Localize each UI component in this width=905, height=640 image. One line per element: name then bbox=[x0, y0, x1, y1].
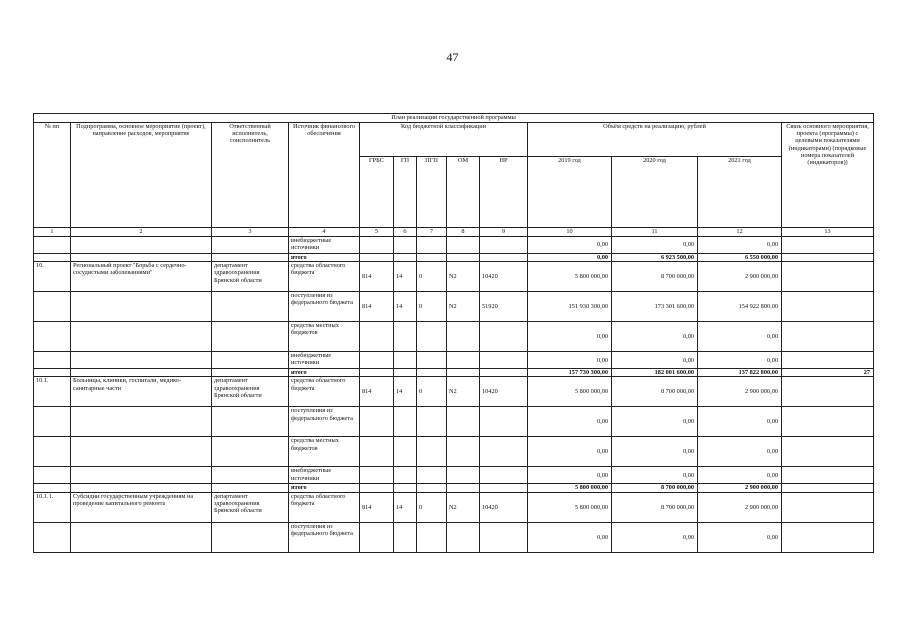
row-executor bbox=[212, 467, 289, 484]
row-np bbox=[480, 437, 528, 467]
row-executor bbox=[212, 352, 289, 369]
row-om bbox=[447, 467, 480, 484]
row-link bbox=[782, 492, 874, 522]
row-source: итого bbox=[289, 369, 360, 377]
row-np bbox=[480, 369, 528, 377]
row-grbs: 814 bbox=[360, 492, 394, 522]
row-source: поступления из федерального бюджета bbox=[289, 522, 360, 552]
row-gp: 14 bbox=[394, 262, 417, 292]
row-om bbox=[447, 522, 480, 552]
row-gp bbox=[394, 407, 417, 437]
row-value-2021: 137 822 800,00 bbox=[698, 369, 782, 377]
row-name bbox=[71, 484, 212, 492]
row-grbs bbox=[360, 369, 394, 377]
row-executor: департамент здравоохранения Брянской области bbox=[212, 262, 289, 292]
row-value-2020: 0,00 bbox=[612, 437, 698, 467]
row-link bbox=[782, 292, 874, 322]
row-gp bbox=[394, 522, 417, 552]
row-source: внебюджетные источники bbox=[289, 352, 360, 369]
row-executor bbox=[212, 322, 289, 352]
row-grbs: 814 bbox=[360, 292, 394, 322]
row-value-2021: 0,00 bbox=[698, 467, 782, 484]
row-value-2020: 0,00 bbox=[612, 467, 698, 484]
row-link bbox=[782, 352, 874, 369]
column-number: 10 bbox=[528, 228, 612, 237]
row-number bbox=[34, 467, 71, 484]
row-number bbox=[34, 292, 71, 322]
row-pgp bbox=[417, 369, 447, 377]
table-row bbox=[34, 292, 874, 322]
row-value-2021: 2 900 000,00 bbox=[698, 377, 782, 407]
row-gp: 14 bbox=[394, 292, 417, 322]
row-number bbox=[34, 237, 71, 254]
header-2019: 2019 год bbox=[528, 157, 612, 228]
row-value-2021: 0,00 bbox=[698, 522, 782, 552]
row-link bbox=[782, 437, 874, 467]
row-number bbox=[34, 322, 71, 352]
row-number bbox=[34, 437, 71, 467]
row-value-2020: 182 001 600,00 bbox=[612, 369, 698, 377]
table-row bbox=[34, 322, 874, 352]
page-number: 47 bbox=[446, 50, 459, 64]
row-om bbox=[447, 254, 480, 262]
row-pgp bbox=[417, 322, 447, 352]
row-np: 10420 bbox=[480, 492, 528, 522]
row-value-2021: 0,00 bbox=[698, 322, 782, 352]
column-number: 7 bbox=[417, 228, 447, 237]
row-om bbox=[447, 352, 480, 369]
row-source: средства областного бюджета bbox=[289, 262, 360, 292]
row-value-2019: 151 930 300,00 bbox=[528, 292, 612, 322]
row-np bbox=[480, 407, 528, 437]
row-gp: 14 bbox=[394, 492, 417, 522]
row-om: N2 bbox=[447, 262, 480, 292]
table-row bbox=[34, 262, 874, 292]
row-executor: департамент здравоохранения Брянской области bbox=[212, 492, 289, 522]
row-name: Больницы, клиники, госпитали, медико-санитарные части bbox=[71, 377, 212, 407]
row-gp bbox=[394, 237, 417, 254]
row-link bbox=[782, 522, 874, 552]
table-row bbox=[34, 492, 874, 522]
row-value-2021: 0,00 bbox=[698, 352, 782, 369]
column-number: 12 bbox=[698, 228, 782, 237]
row-value-2020: 0,00 bbox=[612, 352, 698, 369]
row-source: внебюджетные источники bbox=[289, 237, 360, 254]
table-title: План реализации государственной программы bbox=[34, 114, 874, 123]
row-pgp bbox=[417, 254, 447, 262]
row-value-2021: 2 900 000,00 bbox=[698, 262, 782, 292]
row-grbs bbox=[360, 437, 394, 467]
row-value-2019: 0,00 bbox=[528, 352, 612, 369]
row-pgp: 0 bbox=[417, 492, 447, 522]
table-row bbox=[34, 352, 874, 369]
program-plan-table bbox=[33, 113, 874, 553]
row-gp bbox=[394, 254, 417, 262]
table-row bbox=[34, 522, 874, 552]
row-name bbox=[71, 369, 212, 377]
row-name bbox=[71, 407, 212, 437]
row-link bbox=[782, 254, 874, 262]
row-grbs: 814 bbox=[360, 262, 394, 292]
table-row bbox=[34, 369, 874, 377]
row-np: 10420 bbox=[480, 377, 528, 407]
row-executor bbox=[212, 254, 289, 262]
row-name bbox=[71, 522, 212, 552]
row-value-2020: 0,00 bbox=[612, 407, 698, 437]
column-number: 3 bbox=[212, 228, 289, 237]
row-source: итого bbox=[289, 484, 360, 492]
row-link bbox=[782, 407, 874, 437]
row-grbs bbox=[360, 352, 394, 369]
column-number: 9 bbox=[480, 228, 528, 237]
column-number: 11 bbox=[612, 228, 698, 237]
row-link bbox=[782, 262, 874, 292]
row-source: средства местных бюджетов bbox=[289, 437, 360, 467]
row-value-2019: 5 800 000,00 bbox=[528, 484, 612, 492]
row-executor bbox=[212, 292, 289, 322]
row-link: 27 bbox=[782, 369, 874, 377]
row-value-2021: 2 900 000,00 bbox=[698, 492, 782, 522]
row-np bbox=[480, 484, 528, 492]
table-row bbox=[34, 237, 874, 254]
row-grbs bbox=[360, 484, 394, 492]
row-grbs bbox=[360, 407, 394, 437]
row-link bbox=[782, 484, 874, 492]
table-row bbox=[34, 437, 874, 467]
row-value-2020: 173 301 600,00 bbox=[612, 292, 698, 322]
row-number: 10.1.1. bbox=[34, 492, 71, 522]
row-value-2020: 0,00 bbox=[612, 322, 698, 352]
header-executor: Ответственный исполнитель, соисполнитель bbox=[212, 123, 289, 228]
row-grbs bbox=[360, 254, 394, 262]
row-source: внебюджетные источники bbox=[289, 467, 360, 484]
row-name bbox=[71, 322, 212, 352]
row-gp bbox=[394, 484, 417, 492]
row-value-2020: 8 700 000,00 bbox=[612, 262, 698, 292]
header-kbk: Код бюджетной классификации bbox=[360, 123, 528, 157]
row-value-2021: 2 900 000,00 bbox=[698, 484, 782, 492]
row-source: средства местных бюджетов bbox=[289, 322, 360, 352]
row-gp: 14 bbox=[394, 377, 417, 407]
row-np bbox=[480, 522, 528, 552]
row-om: N2 bbox=[447, 492, 480, 522]
row-name bbox=[71, 467, 212, 484]
row-executor bbox=[212, 522, 289, 552]
column-number: 13 bbox=[782, 228, 874, 237]
header-source: Источник финансового обеспечения bbox=[289, 123, 360, 228]
row-number bbox=[34, 484, 71, 492]
row-executor bbox=[212, 437, 289, 467]
row-value-2019: 0,00 bbox=[528, 437, 612, 467]
column-number: 2 bbox=[71, 228, 212, 237]
column-number: 6 bbox=[394, 228, 417, 237]
header-no: № пп bbox=[34, 123, 71, 228]
row-link bbox=[782, 322, 874, 352]
row-grbs bbox=[360, 467, 394, 484]
header-name: Подпрограмма, основное мероприятие (проект), направление расходов, мероприятие bbox=[71, 123, 212, 228]
row-pgp bbox=[417, 484, 447, 492]
row-om: N2 bbox=[447, 292, 480, 322]
row-pgp bbox=[417, 437, 447, 467]
row-source: средства областного бюджета bbox=[289, 492, 360, 522]
row-name: Региональный проект "Борьба с сердечно-сосудистыми заболеваниями" bbox=[71, 262, 212, 292]
row-source: средства областного бюджета bbox=[289, 377, 360, 407]
row-value-2019: 5 800 000,00 bbox=[528, 492, 612, 522]
row-np bbox=[480, 322, 528, 352]
header-np: НР bbox=[480, 157, 528, 228]
row-value-2020: 8 700 000,00 bbox=[612, 377, 698, 407]
row-gp bbox=[394, 369, 417, 377]
header-link: Связь основного мероприятия, проекта (программы) с целевыми показателями (индикаторами) (порядковые номера показателей (индикаторов)) bbox=[782, 123, 874, 228]
row-name bbox=[71, 292, 212, 322]
row-source: итого bbox=[289, 254, 360, 262]
row-value-2021: 154 922 800,00 bbox=[698, 292, 782, 322]
row-om bbox=[447, 237, 480, 254]
row-executor bbox=[212, 369, 289, 377]
header-gp: ГП bbox=[394, 157, 417, 228]
row-value-2019: 5 800 000,00 bbox=[528, 377, 612, 407]
row-pgp bbox=[417, 407, 447, 437]
row-executor bbox=[212, 484, 289, 492]
table-row bbox=[34, 484, 874, 492]
row-source: поступления из федерального бюджета bbox=[289, 292, 360, 322]
row-number: 10. bbox=[34, 262, 71, 292]
header-volume: Объём средств на реализацию, рублей bbox=[528, 123, 782, 157]
row-name: Субсидии государственным учреждениям на проведение капитального ремонта bbox=[71, 492, 212, 522]
row-om bbox=[447, 369, 480, 377]
row-grbs bbox=[360, 522, 394, 552]
row-executor bbox=[212, 407, 289, 437]
row-value-2021: 0,00 bbox=[698, 437, 782, 467]
row-link bbox=[782, 237, 874, 254]
row-value-2019: 5 800 000,00 bbox=[528, 262, 612, 292]
row-gp bbox=[394, 322, 417, 352]
header-pgp: ПГП bbox=[417, 157, 447, 228]
row-np bbox=[480, 352, 528, 369]
row-value-2020: 8 700 000,00 bbox=[612, 484, 698, 492]
row-pgp bbox=[417, 467, 447, 484]
row-gp bbox=[394, 352, 417, 369]
row-name bbox=[71, 237, 212, 254]
row-gp bbox=[394, 467, 417, 484]
row-executor bbox=[212, 237, 289, 254]
row-number bbox=[34, 407, 71, 437]
row-value-2019: 0,00 bbox=[528, 322, 612, 352]
row-executor: департамент здравоохранения Брянской области bbox=[212, 377, 289, 407]
row-pgp: 0 bbox=[417, 292, 447, 322]
row-value-2019: 0,00 bbox=[528, 407, 612, 437]
row-value-2019: 157 730 300,00 bbox=[528, 369, 612, 377]
row-link bbox=[782, 467, 874, 484]
row-value-2020: 8 700 000,00 bbox=[612, 492, 698, 522]
row-value-2020: 6 923 500,00 bbox=[612, 254, 698, 262]
row-om bbox=[447, 437, 480, 467]
row-om bbox=[447, 407, 480, 437]
column-number: 8 bbox=[447, 228, 480, 237]
row-gp bbox=[394, 437, 417, 467]
row-np bbox=[480, 467, 528, 484]
row-number bbox=[34, 369, 71, 377]
row-np: 51920 bbox=[480, 292, 528, 322]
row-number bbox=[34, 522, 71, 552]
row-pgp bbox=[417, 522, 447, 552]
row-pgp bbox=[417, 352, 447, 369]
row-value-2019: 0,00 bbox=[528, 467, 612, 484]
table-row bbox=[34, 407, 874, 437]
row-om bbox=[447, 322, 480, 352]
row-number bbox=[34, 352, 71, 369]
row-pgp: 0 bbox=[417, 377, 447, 407]
header-2021: 2021 год bbox=[698, 157, 782, 228]
row-om: N2 bbox=[447, 377, 480, 407]
row-name bbox=[71, 437, 212, 467]
header-om: ОМ bbox=[447, 157, 480, 228]
table-row bbox=[34, 377, 874, 407]
row-value-2019: 0,00 bbox=[528, 237, 612, 254]
table-row bbox=[34, 254, 874, 262]
row-value-2020: 0,00 bbox=[612, 237, 698, 254]
header-grbs: ГРБС bbox=[360, 157, 394, 228]
row-value-2021: 0,00 bbox=[698, 237, 782, 254]
row-np: 10420 bbox=[480, 262, 528, 292]
row-om bbox=[447, 484, 480, 492]
column-number: 1 bbox=[34, 228, 71, 237]
row-name bbox=[71, 254, 212, 262]
column-number: 5 bbox=[360, 228, 394, 237]
row-grbs bbox=[360, 322, 394, 352]
row-pgp bbox=[417, 237, 447, 254]
row-value-2021: 0,00 bbox=[698, 407, 782, 437]
row-value-2020: 0,00 bbox=[612, 522, 698, 552]
row-grbs: 814 bbox=[360, 377, 394, 407]
row-pgp: 0 bbox=[417, 262, 447, 292]
row-np bbox=[480, 237, 528, 254]
column-number: 4 bbox=[289, 228, 360, 237]
row-source: поступления из федерального бюджета bbox=[289, 407, 360, 437]
row-value-2021: 6 550 000,00 bbox=[698, 254, 782, 262]
column-number-row bbox=[34, 228, 874, 237]
header-2020: 2020 год bbox=[612, 157, 698, 228]
row-name bbox=[71, 352, 212, 369]
row-link bbox=[782, 377, 874, 407]
row-number bbox=[34, 254, 71, 262]
row-np bbox=[480, 254, 528, 262]
row-value-2019: 0,00 bbox=[528, 522, 612, 552]
row-number: 10.1. bbox=[34, 377, 71, 407]
row-value-2019: 0,00 bbox=[528, 254, 612, 262]
table-row bbox=[34, 467, 874, 484]
row-grbs bbox=[360, 237, 394, 254]
